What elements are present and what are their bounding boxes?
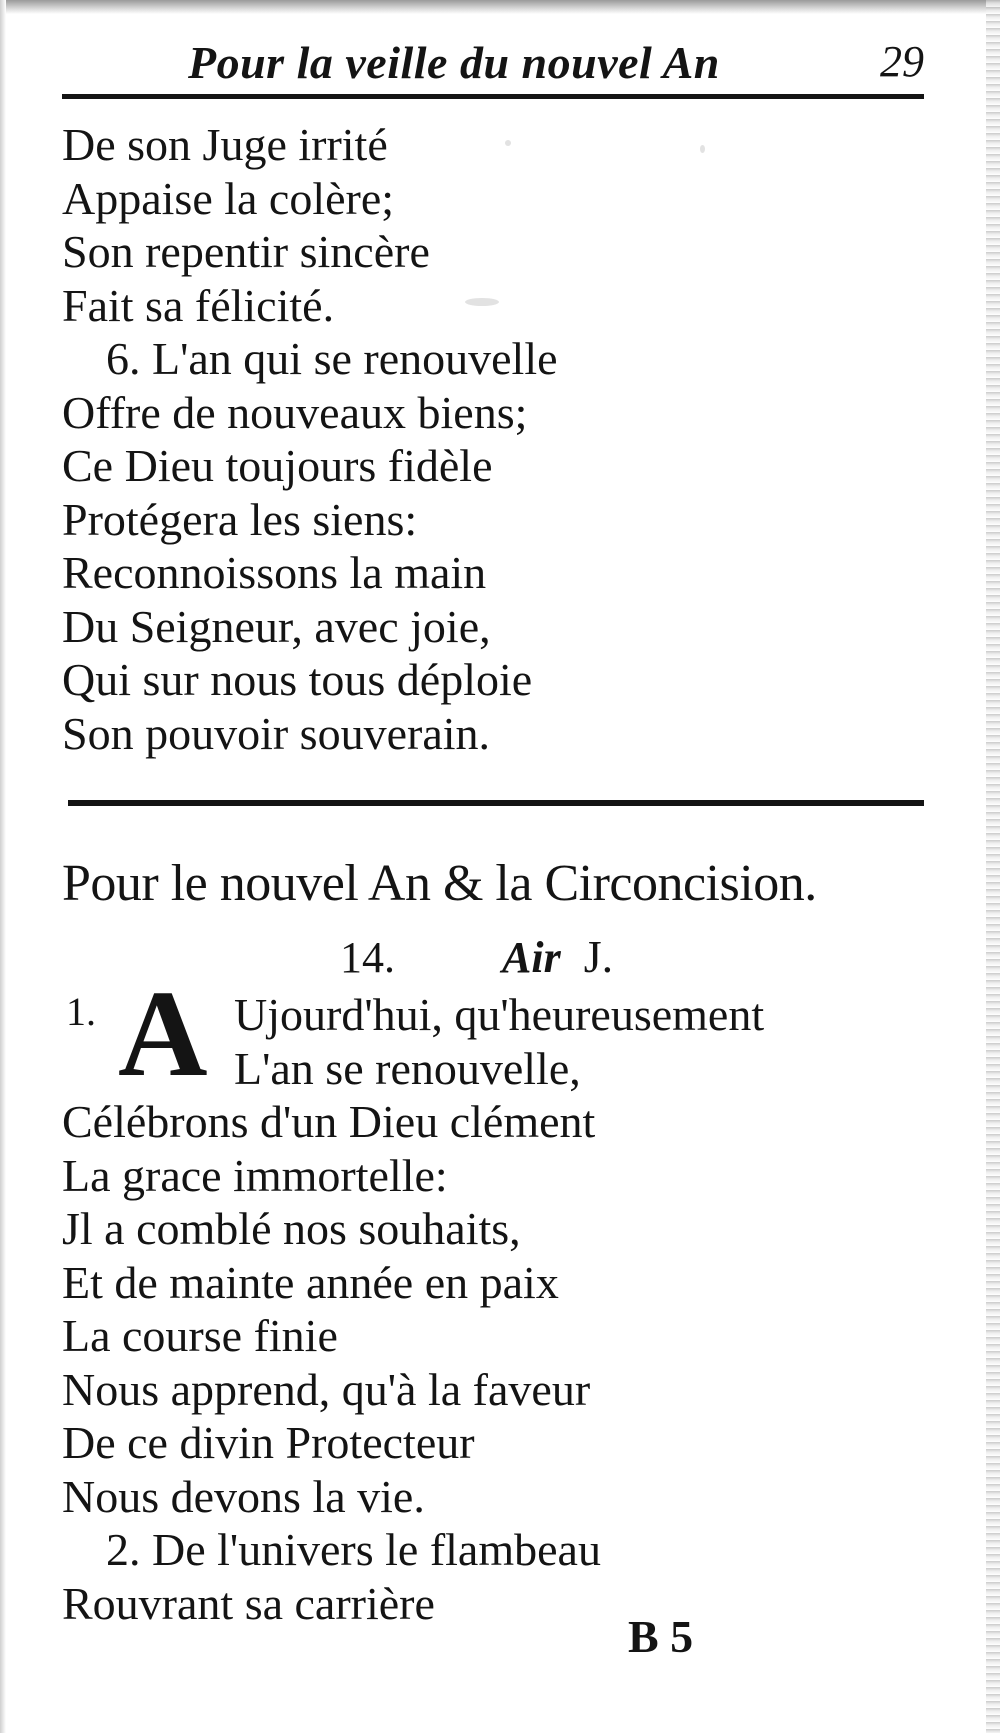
verse-line: Son repentir sincère [62, 226, 430, 277]
running-title: Pour la veille du nouvel An [188, 37, 720, 88]
verse-line: Protégera les siens: [62, 493, 418, 545]
header-rule [62, 94, 924, 99]
verse-line: Du Seigneur, avec joie, [62, 600, 491, 652]
verse-line: Offre de nouveaux biens; [62, 386, 528, 438]
verse-line: La course finie [62, 1310, 338, 1361]
drop-cap: A [118, 965, 208, 1102]
verse-line: De ce divin Protecteur [62, 1417, 475, 1468]
stanza-number: 1. [66, 989, 96, 1034]
verse-line: Et de mainte année en paix [62, 1256, 559, 1308]
stanza-start-line: 6. L'an qui se renouvelle [106, 333, 558, 384]
verse-line: Appaise la colère; [62, 172, 395, 224]
stanza-start-line: 2. De l'univers le flambeau [106, 1524, 601, 1575]
verse-line: Célébrons d'un Dieu clément [62, 1096, 596, 1147]
verse-line: Qui sur nous tous déploie [62, 654, 533, 705]
verse-line: Son pouvoir souverain. [62, 707, 491, 759]
air-label: Air [502, 933, 561, 982]
verse-line: Nous apprend, qu'à la faveur [62, 1363, 591, 1415]
hymn-14-body [62, 1095, 942, 1630]
hymn-number: 14. [340, 933, 395, 982]
verse-line: Rouvrant sa carrière [62, 1577, 435, 1629]
verse-line: Ujourd'hui, qu'heureusement [234, 989, 765, 1040]
verse-line: Fait sa félicité. [62, 279, 335, 331]
verse-line: Ce Dieu toujours fidèle [62, 440, 493, 491]
hymn-header [340, 930, 613, 986]
hymn-13-ending [62, 118, 942, 760]
hymn-14-opening [234, 988, 764, 1095]
verse-line: Reconnoissons la main [62, 547, 487, 598]
running-head [60, 28, 930, 98]
verse-line: L'an se renouvelle, [234, 1042, 581, 1094]
air-tune: J. [583, 931, 614, 982]
page-edge-right [986, 0, 1000, 1733]
section-title: Pour le nouvel An & la Circoncision. [62, 855, 817, 912]
page-number: 29 [880, 37, 924, 86]
verse-line: Jl a comblé nos souhaits, [62, 1203, 521, 1254]
page-edge-top [0, 0, 1000, 14]
verse-line: Nous devons la vie. [62, 1470, 425, 1522]
section-rule [68, 800, 924, 806]
page-edge-left [0, 0, 6, 1733]
verse-line: De son Juge irrité [62, 119, 388, 170]
verse-line: La grace immortelle: [62, 1149, 448, 1201]
signature-mark: B 5 [628, 1611, 694, 1662]
